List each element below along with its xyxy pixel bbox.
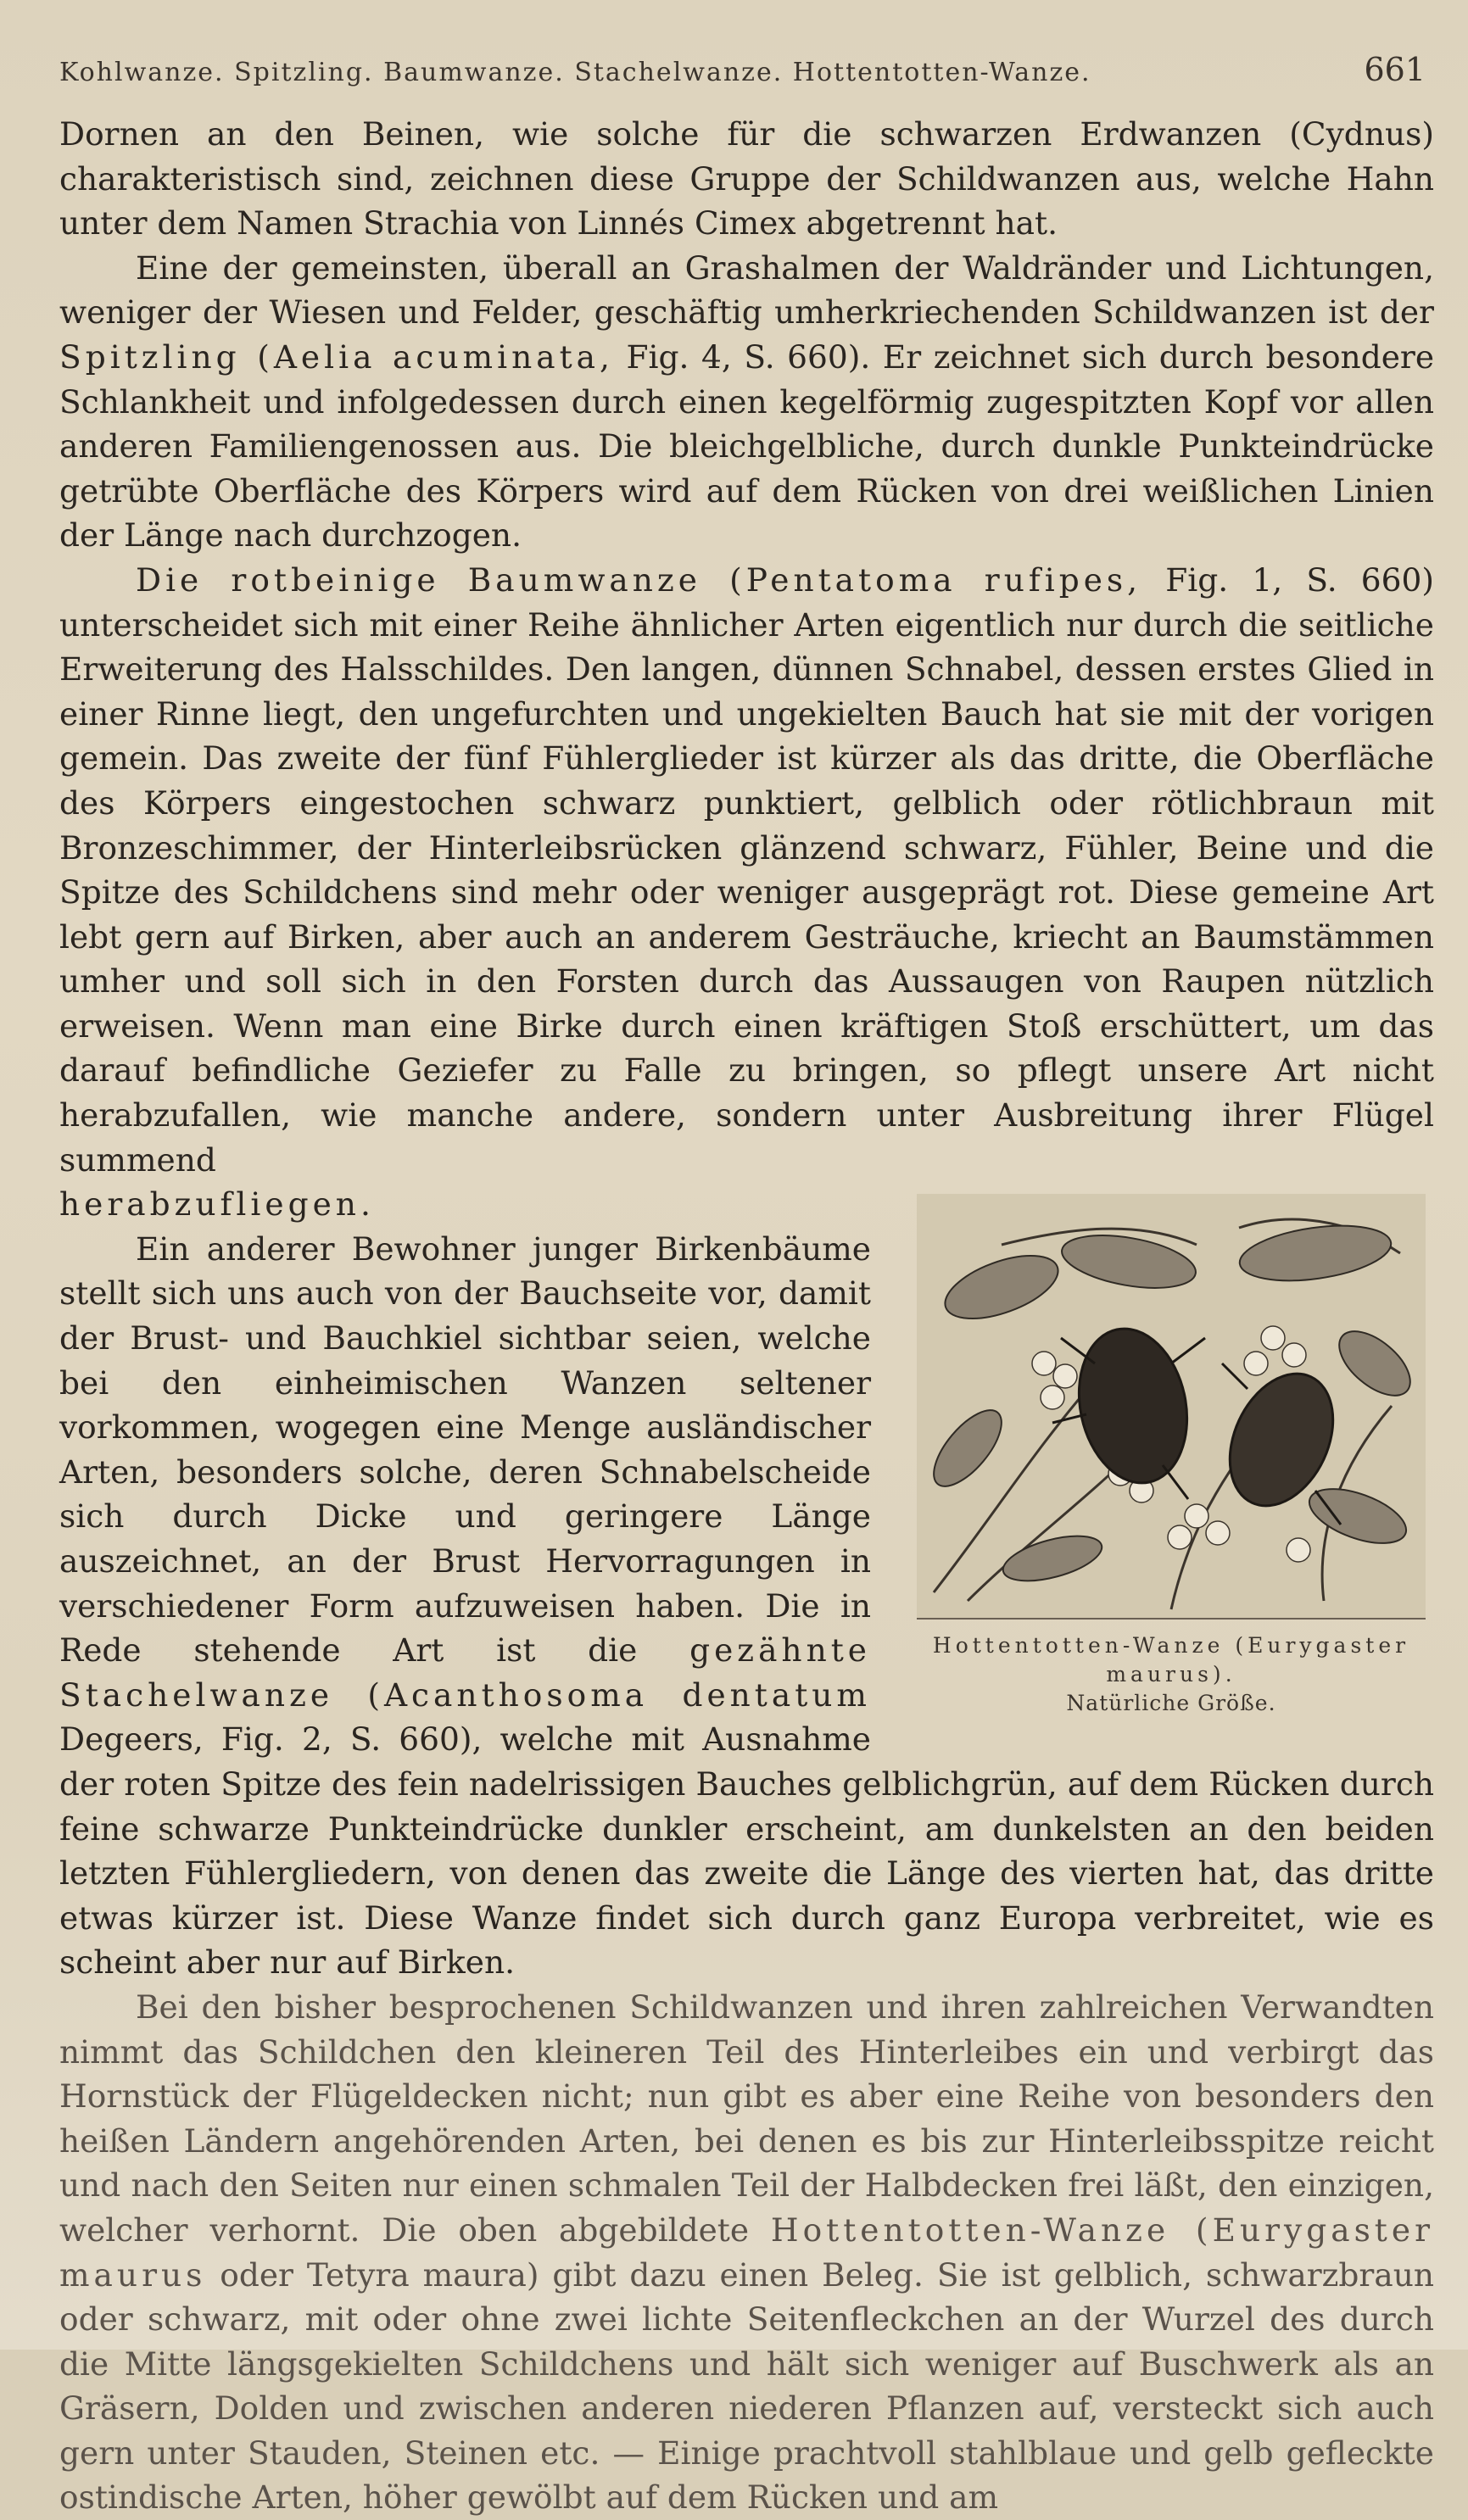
- paragraph-5-text-b: oder Tetyra maura) gibt dazu einen Beleg. Sie ist gelblich, schwarzbraun oder schwarz, mit oder ohne zwei lichte Seitenfleckchen an der Wurzel des durch die Mitte längsgekielten Schildchens und hält sich weniger auf Buschwerk als an Gräsern, Dolden und zwischen anderen niederen Pflanzen auf, versteckt sich auch gern unter Stauden, Steinen etc. — Einige prachtvoll stahlblaue und gelb gefleckte ostindische Arten, höher gewölbt auf dem Rücken und am: [59, 2255, 1435, 2517]
- paragraph-4-text-b: Degeers, Fig. 2, S. 660), welche mit Ausnahme der roten Spitze des fein nadelrissigen Bauches gelblichgrün, auf dem Rücken durch feine schwarze Punkteindrücke dunkler erscheint, am dunkelsten an den beiden letzten Fühlergliedern, von denen das zweite die Länge des vierten hat, das dritte etwas kürzer ist. Diese Wanze findet sich durch ganz Europa verbreitet, wie es scheint aber nur auf Birken.: [59, 1720, 1434, 1982]
- paragraph-2-text-b: Fig. 4, S. 660). Er zeichnet sich durch besondere Schlankheit und infolgedessen durch einen kegelförmig zugespitzten Kopf vor allen anderen Familiengenossen aus. Die bleichgelbliche, durch dunkle Punkteindrücke getrübte Oberfläche des Körpers wird auf dem Rücken von drei weißlichen Linien der Länge nach durchzogen.: [59, 337, 1435, 555]
- figure-caption: [908, 1631, 1434, 1718]
- paragraph-4-text-a: Ein anderer Bewohner junger Birkenbäume stellt sich uns auch von der Bauchseite vor, damit der Brust- und Bauchkiel sichtbar seien, welche bei den einheimischen Wanzen seltener vorkommen, wogegen eine Menge ausländischer Arten, besonders solche, deren Schnabelscheide sich durch Dicke und geringere Länge auszeichnet, an der Brust Hervorragungen in verschiedener Form aufzuweisen haben. Die in Rede stehende Art ist die: [59, 1229, 871, 1670]
- running-title: Kohlwanze. Spitzling. Baumwanze. Stachelwanze. Hottentotten-Wanze.: [59, 58, 1091, 87]
- page-number: 661: [1364, 51, 1426, 88]
- engraving-illustration: [917, 1194, 1426, 1620]
- paragraph-1: Dornen an den Beinen, wie solche für die schwarzen Erdwanzen (Cydnus) charakteristisch sind, zeichnen diese Gruppe der Schildwanzen aus, welche Hahn unter dem Namen Strachia von Linnés Cimex abgetrennt hat.: [59, 115, 1434, 243]
- term-baumwanze: Die rotbeinige Baumwanze (Pentatoma rufipes,: [136, 560, 1142, 599]
- paragraph-5-text-a: Bei den bisher besprochenen Schildwanzen und ihren zahlreichen Verwandten nimmt das Schildchen den kleineren Teil des Hinterleibes ein und verbirgt das Hornstück der Flügeldecken nicht; nun gibt es aber eine Reihe von besonders den heißen Ländern angehörenden Arten, bei denen es bis zur Hinterleibsspitze reicht und nach den Seiten nur einen schmalen Teil der Halbdecken frei läßt, den einzigen, welcher verhornt. Die oben abgebildete: [59, 1988, 1434, 2249]
- paragraph-5: [59, 1985, 1434, 2520]
- paragraph-3: [59, 558, 1434, 1182]
- term-spitzling: Spitzling (Aelia acuminata,: [59, 337, 614, 376]
- paragraph-2: [59, 246, 1434, 558]
- running-header: [59, 51, 1434, 88]
- term-herabzufliegen: herabzufliegen.: [59, 1185, 375, 1224]
- term-stachelwanze: gezähnte Stachelwanze (Acanthosoma dentatum: [59, 1631, 871, 1714]
- bug-on-plants-illustration: [917, 1194, 1426, 1618]
- caption-title: Hottentotten-Wanze (Eurygaster maurus).: [932, 1633, 1410, 1687]
- caption-size-note: Natürliche Größe.: [1066, 1691, 1276, 1716]
- main-text: [59, 112, 1434, 2520]
- paragraph-3-text-a: Fig. 1, S. 660) unterscheidet sich mit einer Reihe ähnlicher Arten eigentlich nur durch die seitliche Erweiterung des Halsschildes. Den langen, dünnen Schnabel, dessen erstes Glied in einer Rinne liegt, den ungefurchten und ungekielten Bauch hat sie mit der vorigen gemein. Das zweite der fünf Fühlerglieder ist kürzer als das dritte, die Oberfläche des Körpers eingestochen schwarz punktiert, gelblich oder rötlichbraun mit Bronzeschimmer, der Hinterleibsrücken glänzend schwarz, Fühler, Beine und die Spitze des Schildchens sind mehr oder weniger ausgeprägt rot. Diese gemeine Art lebt gern auf Birken, aber auch an anderem Gesträuche, kriecht an Baumstämmen umher und soll sich in den Forsten durch das Aussaugen von Raupen nützlich erweisen. Wenn man eine Birke durch einen kräftigen Stoß erschüttert, um das darauf befindliche Geziefer zu Falle zu bringen, so pflegt unsere Art nicht herabzufallen, wie manche andere, sondern unter Ausbreitung ihrer Flügel summend: [59, 560, 1434, 1179]
- paragraph-2-text-a: Eine der gemeinsten, überall an Grashalmen der Waldränder und Lichtungen, weniger der Wiesen und Felder, geschäftig umherkriechenden Schildwanzen ist der: [59, 248, 1434, 332]
- term-hottentotten-wanze: Hottentotten-Wanze (Eurygaster maurus: [59, 2211, 1434, 2294]
- figure-hottentot-bug: [908, 1194, 1434, 1718]
